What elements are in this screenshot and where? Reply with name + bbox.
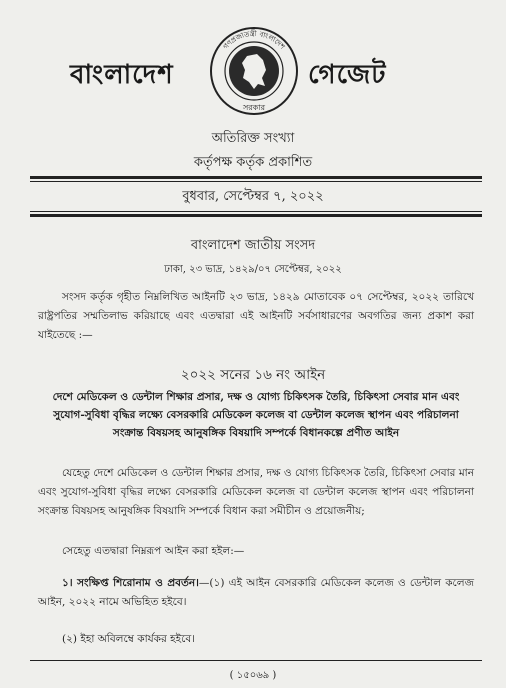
section-1	[38, 574, 474, 612]
published-by-label: কর্তৃপক্ষ কর্তৃক প্রকাশিত	[193, 155, 313, 170]
date-thin-rule	[30, 211, 482, 212]
gazette-title-left: বাংলাদেশ	[70, 60, 174, 90]
issue-date: বুধবার, সেপ্টেম্বর ৭, ২০২২	[182, 189, 324, 204]
parliament-heading: বাংলাদেশ জাতীয় সংসদ	[190, 238, 316, 253]
top-thin-rule	[30, 181, 482, 182]
page-number: ( ১৫০৬৯ )	[229, 670, 277, 681]
seal-text-bottom: সরকার	[242, 103, 266, 112]
intro-paragraph: সংসদ কর্তৃক গৃহীত নিম্নলিখিত আইনটি ২৩ ভাদ্র, ১৪২৯ মোতাবেক ০৭ সেপ্টেম্বর, ২০২২ তারিখে রাষ্ট্রপতির সম্মতিলাভ করিয়াছে এবং এতদ্বারা এই আইনটি সর্বসাধারণের অবগতির জন্য প্রকাশ করা যাইতেছে :—	[38, 291, 474, 341]
enactment-clause: সেহেতু এতদ্বারা নিম্নরূপ আইন করা হইল:—	[62, 545, 245, 557]
section-1-heading: ১। সংক্ষিপ্ত শিরোনাম ও প্রবর্তন।	[62, 577, 199, 589]
place-date-line: ঢাকা, ২৩ ভাদ্র, ১৪২৯/০৭ সেপ্টেম্বর, ২০২২	[164, 264, 342, 275]
seal-text-top: গণপ্রজাতন্ত্রী বাংলাদেশ	[221, 29, 287, 51]
section-1-text: —(১) এই আইন বেসরকারি মেডিকেল কলেজ ও ডেন্টাল কলেজ আইন, ২০২২ নামে অভিহিত হইবে।	[38, 577, 474, 608]
extra-issue-label: অতিরিক্ত সংখ্যা	[211, 131, 295, 146]
section-1-sub-2: (২) ইহা অবিলম্বে কার্যকর হইবে।	[62, 633, 195, 645]
act-title: ২০২২ সনের ১৬ নং আইন	[180, 367, 326, 383]
government-seal-icon	[209, 26, 299, 116]
date-thick-rule	[30, 214, 482, 217]
top-double-rule	[30, 176, 482, 179]
gazette-title-right: গেজেট	[308, 60, 387, 90]
act-description: দেশে মেডিকেল ও ডেন্টাল শিক্ষার প্রসার, দক্ষ ও যোগ্য চিকিৎসক তৈরি, চিকিৎসা সেবার মান এবং সুযোগ-সুবিধা বৃদ্ধির লক্ষ্যে বেসরকারি মেডিকেল কলেজ বা ডেন্টাল কলেজ স্থাপন এবং পরিচালনা সংক্রান্ত বিষয়সহ আনুষঙ্গিক বিষয়াদি সম্পর্কে বিধানকল্পে প্রণীত আইন	[52, 391, 460, 439]
preamble-paragraph: যেহেতু দেশে মেডিকেল ও ডেন্টাল শিক্ষার প্রসার, দক্ষ ও যোগ্য চিকিৎসক তৈরি, চিকিৎসা সেবার মান এবং সুযোগ-সুবিধা বৃদ্ধির লক্ষ্যে বেসরকারি মেডিকেল কলেজ বা ডেন্টাল কলেজ স্থাপন এবং পরিচালনা সংক্রান্ত বিষয়সহ আনুষঙ্গিক বিষয়াদি সম্পর্কে বিধান করা সমীচীন ও প্রয়োজনীয়;	[38, 467, 474, 517]
footer-rule	[30, 660, 482, 661]
